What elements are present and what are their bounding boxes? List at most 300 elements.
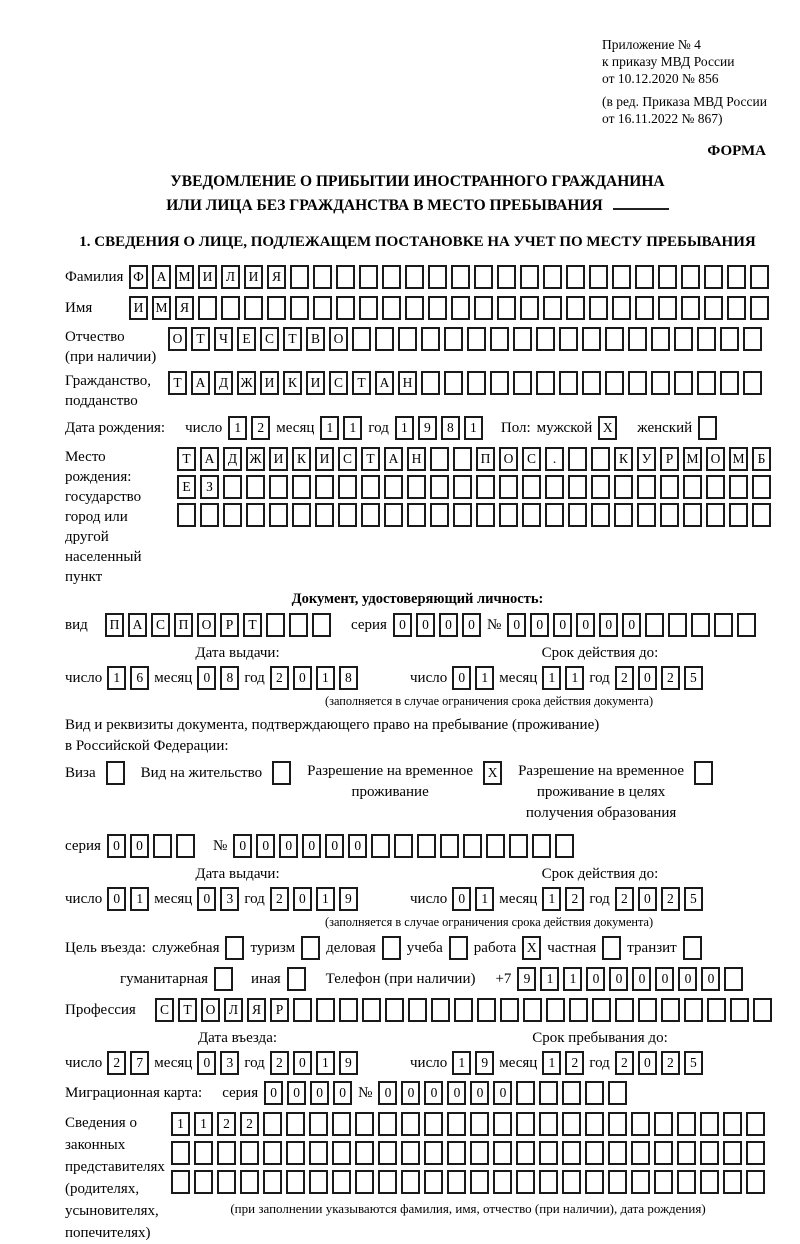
char-cell[interactable] [309,1170,328,1194]
char-cell[interactable] [753,998,772,1022]
char-cell[interactable]: 2 [217,1112,236,1136]
purpose-business-checkbox[interactable] [382,936,401,960]
char-cell[interactable]: 3 [220,1051,239,1075]
char-cell[interactable] [467,327,486,351]
char-cell[interactable] [516,1141,535,1165]
char-cell[interactable] [444,327,463,351]
char-cell[interactable] [654,1112,673,1136]
char-cell[interactable] [714,613,733,637]
char-cell[interactable]: 0 [393,613,412,637]
char-cell[interactable]: 2 [565,1051,584,1075]
char-cell[interactable]: 1 [228,416,247,440]
char-cell[interactable]: Б [752,447,771,471]
char-cell[interactable] [382,936,401,960]
given-name-cells[interactable] [129,296,769,320]
char-cell[interactable] [589,296,608,320]
char-cell[interactable]: 2 [240,1112,259,1136]
char-cell[interactable]: 0 [493,1081,512,1105]
char-cell[interactable] [743,371,762,395]
char-cell[interactable]: 0 [424,1081,443,1105]
char-cell[interactable] [608,1081,627,1105]
char-cell[interactable]: 2 [661,1051,680,1075]
char-cell[interactable]: 0 [701,967,720,991]
char-cell[interactable] [568,475,587,499]
doc-issue-day-cells[interactable] [107,666,149,690]
char-cell[interactable] [674,327,693,351]
char-cell[interactable] [293,998,312,1022]
char-cell[interactable]: 0 [378,1081,397,1105]
char-cell[interactable] [585,1081,604,1105]
stay-until-month-cells[interactable] [542,1051,584,1075]
char-cell[interactable]: 0 [447,1081,466,1105]
char-cell[interactable] [490,371,509,395]
char-cell[interactable]: X [598,416,617,440]
stay-number-cells[interactable] [233,834,574,858]
char-cell[interactable]: 0 [197,666,216,690]
legal-reps-cells-row3[interactable] [171,1170,765,1194]
char-cell[interactable] [361,475,380,499]
char-cell[interactable] [382,265,401,289]
char-cell[interactable]: С [155,998,174,1022]
char-cell[interactable] [562,1081,581,1105]
char-cell[interactable] [470,1141,489,1165]
char-cell[interactable] [645,613,664,637]
char-cell[interactable] [405,296,424,320]
char-cell[interactable]: 0 [599,613,618,637]
char-cell[interactable] [605,327,624,351]
char-cell[interactable] [562,1141,581,1165]
sex-female-checkbox[interactable] [698,416,717,440]
char-cell[interactable]: 9 [475,1051,494,1075]
char-cell[interactable] [566,265,585,289]
char-cell[interactable] [698,416,717,440]
char-cell[interactable]: 0 [293,1051,312,1075]
char-cell[interactable] [378,1170,397,1194]
char-cell[interactable]: 1 [194,1112,213,1136]
purpose-official-checkbox[interactable] [225,936,244,960]
char-cell[interactable] [194,1141,213,1165]
char-cell[interactable] [539,1141,558,1165]
char-cell[interactable]: 1 [395,416,414,440]
char-cell[interactable]: 2 [107,1051,126,1075]
char-cell[interactable]: 0 [130,834,149,858]
char-cell[interactable]: 2 [251,416,270,440]
char-cell[interactable]: 1 [475,887,494,911]
char-cell[interactable]: 2 [661,887,680,911]
char-cell[interactable]: А [375,371,394,395]
char-cell[interactable]: 3 [220,887,239,911]
char-cell[interactable] [539,1112,558,1136]
char-cell[interactable]: Ж [237,371,256,395]
char-cell[interactable] [451,296,470,320]
char-cell[interactable] [355,1170,374,1194]
char-cell[interactable] [339,998,358,1022]
char-cell[interactable]: 0 [197,887,216,911]
char-cell[interactable] [401,1112,420,1136]
char-cell[interactable] [407,503,426,527]
char-cell[interactable] [267,296,286,320]
char-cell[interactable]: 8 [441,416,460,440]
char-cell[interactable] [605,371,624,395]
doc-expiry-month-cells[interactable] [542,666,584,690]
char-cell[interactable] [707,998,726,1022]
char-cell[interactable] [398,327,417,351]
char-cell[interactable] [612,296,631,320]
char-cell[interactable] [286,1112,305,1136]
char-cell[interactable] [401,1141,420,1165]
char-cell[interactable]: 0 [233,834,252,858]
char-cell[interactable] [545,475,564,499]
char-cell[interactable] [631,1141,650,1165]
char-cell[interactable] [171,1170,190,1194]
char-cell[interactable]: 9 [339,1051,358,1075]
char-cell[interactable] [520,265,539,289]
char-cell[interactable]: 0 [264,1081,283,1105]
char-cell[interactable] [516,1081,535,1105]
char-cell[interactable]: 2 [270,887,289,911]
char-cell[interactable]: Л [224,998,243,1022]
char-cell[interactable] [582,327,601,351]
char-cell[interactable]: 2 [661,666,680,690]
char-cell[interactable] [677,1141,696,1165]
char-cell[interactable]: 0 [678,967,697,991]
char-cell[interactable]: 1 [542,887,561,911]
char-cell[interactable]: 9 [517,967,536,991]
char-cell[interactable] [315,475,334,499]
doc-series-cells[interactable] [393,613,481,637]
char-cell[interactable]: М [729,447,748,471]
stay-series-cells[interactable] [107,834,195,858]
char-cell[interactable] [562,1170,581,1194]
char-cell[interactable]: П [174,613,193,637]
char-cell[interactable] [430,503,449,527]
char-cell[interactable] [631,1112,650,1136]
char-cell[interactable] [591,475,610,499]
char-cell[interactable]: 5 [684,666,703,690]
edu-residence-permit-checkbox[interactable] [694,761,713,785]
char-cell[interactable]: 0 [293,887,312,911]
char-cell[interactable]: 2 [270,1051,289,1075]
char-cell[interactable] [545,503,564,527]
char-cell[interactable]: Е [237,327,256,351]
char-cell[interactable] [490,327,509,351]
char-cell[interactable] [612,265,631,289]
char-cell[interactable] [723,1141,742,1165]
stay-issue-year-cells[interactable] [270,887,358,911]
char-cell[interactable] [474,265,493,289]
char-cell[interactable] [497,296,516,320]
char-cell[interactable]: З [200,475,219,499]
char-cell[interactable]: 0 [287,1081,306,1105]
char-cell[interactable]: А [384,447,403,471]
char-cell[interactable]: Д [223,447,242,471]
char-cell[interactable]: У [637,447,656,471]
birth-month-cells[interactable] [320,416,362,440]
char-cell[interactable] [513,371,532,395]
char-cell[interactable] [536,371,555,395]
char-cell[interactable] [536,327,555,351]
char-cell[interactable]: 0 [325,834,344,858]
phone-cells[interactable] [517,967,743,991]
char-cell[interactable] [221,296,240,320]
char-cell[interactable]: О [168,327,187,351]
char-cell[interactable] [153,834,172,858]
char-cell[interactable] [683,475,702,499]
char-cell[interactable] [355,1141,374,1165]
char-cell[interactable] [378,1112,397,1136]
char-cell[interactable]: И [129,296,148,320]
char-cell[interactable] [355,1112,374,1136]
char-cell[interactable]: Т [283,327,302,351]
char-cell[interactable] [474,296,493,320]
char-cell[interactable] [424,1170,443,1194]
char-cell[interactable] [378,1141,397,1165]
char-cell[interactable] [200,503,219,527]
char-cell[interactable] [371,834,390,858]
char-cell[interactable] [746,1170,765,1194]
char-cell[interactable] [447,1112,466,1136]
doc-expiry-day-cells[interactable] [452,666,494,690]
char-cell[interactable] [309,1141,328,1165]
char-cell[interactable]: П [105,613,124,637]
char-cell[interactable]: А [200,447,219,471]
char-cell[interactable] [240,1141,259,1165]
char-cell[interactable]: 0 [197,1051,216,1075]
char-cell[interactable]: 1 [542,1051,561,1075]
char-cell[interactable]: 0 [638,666,657,690]
char-cell[interactable] [301,936,320,960]
entry-year-cells[interactable] [270,1051,358,1075]
char-cell[interactable] [720,327,739,351]
residence-permit-checkbox[interactable] [272,761,291,785]
char-cell[interactable] [223,503,242,527]
char-cell[interactable] [424,1112,443,1136]
char-cell[interactable]: 1 [563,967,582,991]
char-cell[interactable] [312,613,331,637]
char-cell[interactable] [608,1141,627,1165]
char-cell[interactable]: 0 [416,613,435,637]
char-cell[interactable] [171,1141,190,1165]
stay-expiry-month-cells[interactable] [542,887,584,911]
doc-expiry-year-cells[interactable] [615,666,703,690]
purpose-study-checkbox[interactable] [449,936,468,960]
char-cell[interactable] [516,1170,535,1194]
migration-series-cells[interactable] [264,1081,352,1105]
char-cell[interactable] [493,1170,512,1194]
char-cell[interactable]: 1 [464,416,483,440]
char-cell[interactable]: 1 [475,666,494,690]
legal-reps-cells-row2[interactable] [171,1141,765,1165]
char-cell[interactable] [362,998,381,1022]
char-cell[interactable]: К [614,447,633,471]
char-cell[interactable] [286,1141,305,1165]
char-cell[interactable] [614,475,633,499]
char-cell[interactable]: . [545,447,564,471]
char-cell[interactable]: 0 [401,1081,420,1105]
char-cell[interactable]: 0 [638,887,657,911]
citizenship-cells[interactable] [168,371,762,395]
char-cell[interactable] [520,296,539,320]
char-cell[interactable] [697,327,716,351]
char-cell[interactable] [453,447,472,471]
char-cell[interactable] [217,1141,236,1165]
purpose-tourism-checkbox[interactable] [301,936,320,960]
char-cell[interactable] [382,296,401,320]
char-cell[interactable]: 1 [130,887,149,911]
char-cell[interactable] [470,1170,489,1194]
char-cell[interactable] [704,265,723,289]
char-cell[interactable] [424,1141,443,1165]
char-cell[interactable]: 2 [270,666,289,690]
char-cell[interactable]: Л [221,265,240,289]
char-cell[interactable]: Т [168,371,187,395]
char-cell[interactable] [539,1170,558,1194]
stay-expiry-day-cells[interactable] [452,887,494,911]
char-cell[interactable] [746,1141,765,1165]
char-cell[interactable]: Ч [214,327,233,351]
char-cell[interactable] [499,503,518,527]
char-cell[interactable] [706,503,725,527]
stay-until-year-cells[interactable] [615,1051,703,1075]
char-cell[interactable] [493,1112,512,1136]
char-cell[interactable] [244,296,263,320]
char-cell[interactable] [497,265,516,289]
char-cell[interactable] [589,265,608,289]
char-cell[interactable]: 1 [343,416,362,440]
char-cell[interactable] [559,371,578,395]
stay-expiry-year-cells[interactable] [615,887,703,911]
char-cell[interactable] [694,761,713,785]
char-cell[interactable] [608,1112,627,1136]
visa-checkbox[interactable] [106,761,125,785]
char-cell[interactable] [359,265,378,289]
char-cell[interactable]: X [522,936,541,960]
char-cell[interactable] [269,503,288,527]
char-cell[interactable] [660,475,679,499]
char-cell[interactable]: 0 [655,967,674,991]
char-cell[interactable]: 5 [684,887,703,911]
char-cell[interactable] [263,1112,282,1136]
char-cell[interactable] [499,475,518,499]
char-cell[interactable]: 1 [540,967,559,991]
char-cell[interactable] [516,1112,535,1136]
char-cell[interactable]: 0 [632,967,651,991]
char-cell[interactable] [467,371,486,395]
char-cell[interactable] [532,834,551,858]
char-cell[interactable]: Н [407,447,426,471]
char-cell[interactable] [447,1141,466,1165]
char-cell[interactable]: И [306,371,325,395]
char-cell[interactable] [704,296,723,320]
char-cell[interactable]: О [201,998,220,1022]
char-cell[interactable] [591,447,610,471]
char-cell[interactable]: 8 [220,666,239,690]
char-cell[interactable] [635,296,654,320]
char-cell[interactable] [225,936,244,960]
char-cell[interactable] [585,1141,604,1165]
char-cell[interactable]: Р [660,447,679,471]
char-cell[interactable] [421,327,440,351]
surname-cells[interactable] [129,265,769,289]
char-cell[interactable]: 0 [638,1051,657,1075]
birth-day-cells[interactable] [228,416,270,440]
char-cell[interactable] [654,1141,673,1165]
char-cell[interactable] [428,296,447,320]
char-cell[interactable]: 1 [171,1112,190,1136]
char-cell[interactable] [447,1170,466,1194]
char-cell[interactable] [384,503,403,527]
char-cell[interactable]: 0 [452,887,471,911]
char-cell[interactable]: 9 [339,887,358,911]
char-cell[interactable]: 0 [333,1081,352,1105]
char-cell[interactable] [470,1112,489,1136]
char-cell[interactable]: О [329,327,348,351]
char-cell[interactable] [700,1112,719,1136]
char-cell[interactable] [453,503,472,527]
char-cell[interactable]: 5 [684,1051,703,1075]
char-cell[interactable] [631,1170,650,1194]
char-cell[interactable]: Т [352,371,371,395]
char-cell[interactable] [752,503,771,527]
char-cell[interactable] [176,834,195,858]
char-cell[interactable] [290,265,309,289]
char-cell[interactable] [431,998,450,1022]
char-cell[interactable]: К [292,447,311,471]
char-cell[interactable] [568,447,587,471]
char-cell[interactable] [697,371,716,395]
char-cell[interactable] [683,936,702,960]
char-cell[interactable] [727,265,746,289]
char-cell[interactable]: 8 [339,666,358,690]
char-cell[interactable]: 0 [310,1081,329,1105]
char-cell[interactable]: 2 [565,887,584,911]
legal-reps-cells-row1[interactable] [171,1112,765,1136]
char-cell[interactable]: Т [361,447,380,471]
char-cell[interactable] [608,1170,627,1194]
char-cell[interactable] [539,1081,558,1105]
char-cell[interactable]: 2 [615,1051,634,1075]
char-cell[interactable]: А [191,371,210,395]
char-cell[interactable]: 1 [565,666,584,690]
char-cell[interactable] [591,503,610,527]
char-cell[interactable]: 0 [462,613,481,637]
purpose-other-checkbox[interactable] [287,967,306,991]
char-cell[interactable] [638,998,657,1022]
char-cell[interactable] [509,834,528,858]
char-cell[interactable]: 0 [107,887,126,911]
doc-issue-year-cells[interactable] [270,666,358,690]
char-cell[interactable] [453,475,472,499]
char-cell[interactable] [198,296,217,320]
stay-until-day-cells[interactable] [452,1051,494,1075]
patronymic-cells[interactable] [168,327,762,351]
char-cell[interactable]: Т [243,613,262,637]
char-cell[interactable] [477,998,496,1022]
char-cell[interactable]: 0 [302,834,321,858]
char-cell[interactable] [637,475,656,499]
char-cell[interactable] [723,1112,742,1136]
birth-year-cells[interactable] [395,416,483,440]
char-cell[interactable] [486,834,505,858]
char-cell[interactable]: О [499,447,518,471]
char-cell[interactable] [522,475,541,499]
char-cell[interactable]: К [283,371,302,395]
char-cell[interactable] [361,503,380,527]
char-cell[interactable] [730,998,749,1022]
char-cell[interactable] [476,475,495,499]
char-cell[interactable] [568,503,587,527]
char-cell[interactable] [724,967,743,991]
